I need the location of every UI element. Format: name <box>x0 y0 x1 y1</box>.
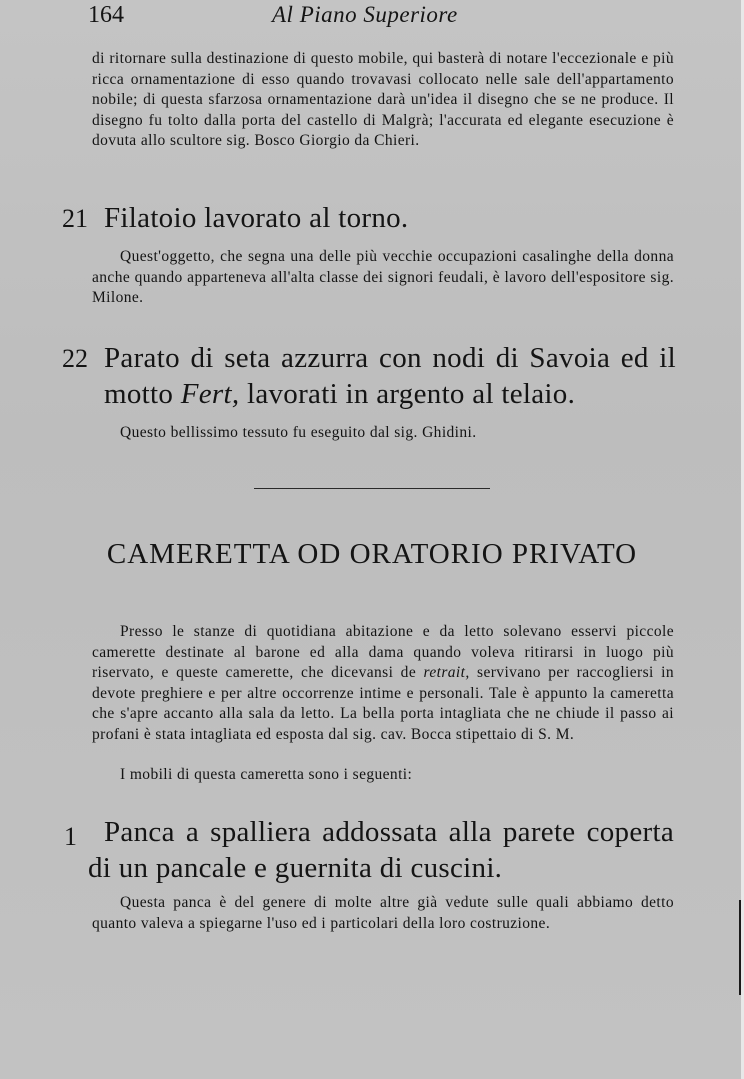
entry-description: Questa panca è del genere di molte altre già vedute sulle quali abbiamo detto quanto valeva a spiegarne l'uso ed i particolari della loro costruzione. <box>92 894 674 932</box>
section-divider <box>254 488 490 489</box>
entry-title: Filatoio lavorato al torno. <box>104 202 409 234</box>
section-title: CAMERETTA OD ORATORIO PRIVATO <box>106 538 638 570</box>
entry-title-text: Parato di seta azzurra con nodi di Savoia ed il motto <box>104 342 676 410</box>
section-paragraph-2: I mobili di questa cameretta sono i seguenti: <box>120 766 413 783</box>
entry-title-text: lavorati in argento al telaio. <box>239 378 576 410</box>
entry-description: Quest'oggetto, che segna una delle più vecchie occupazioni casalinghe della donna anche quando apparteneva all'alta classe dei signori feudali, è lavoro dell'espositore sig. Milone. <box>92 248 674 306</box>
page-number: 164 <box>88 2 124 28</box>
entry-title-italic: Fert, <box>180 378 240 410</box>
entry-number: 21 <box>62 204 88 233</box>
entry-title <box>104 340 676 412</box>
section-paragraph-text: servivano per raccogliersi in devote preghiere e per altre occorrenze intime e personali. Tale è appunto la cameretta che s'apre accanto alla sala da letto. La bella porta intagliata che ne chiude il passo ai profani è stata intagliata ed esposta dal sig. cav. Bocca stipettaio di S. M. <box>92 664 674 743</box>
intro-paragraph: di ritornare sulla destinazione di questo mobile, qui basterà di notare l'eccezionale e più ricca ornamentazione di esso quando trovavasi collocato nelle sale dell'appartamento nobile; di questa sfarzosa ornamentazione darà un'idea il disegno che se ne produce. Il disegno fu tolto dalla porta del castello di Malgrà; l'accurata ed elegante esecuzione è dovuta allo scultore sig. Bosco Giorgio da Chieri. <box>92 50 674 149</box>
section-paragraph <box>92 622 674 745</box>
section-paragraph-text: Presso le stanze di quotidiana abitazione e da letto solevano esservi piccole camerette destinate al barone ed alla dama quando voleva ritirarsi in luogo più riservato, e queste camerette, che dicevansi de <box>92 623 674 681</box>
page-header <box>0 2 744 32</box>
section-paragraph-italic: retrait, <box>423 664 470 681</box>
entry-number: 1 <box>64 822 77 851</box>
entry-number: 22 <box>62 344 88 373</box>
binding-mark <box>739 900 741 995</box>
entry-description: Questo bellissimo tessuto fu eseguito dal sig. Ghidini. <box>120 424 477 441</box>
running-title: Al Piano Superiore <box>272 2 458 27</box>
entry-title: Panca a spalliera addossata alla parete coperta di un pancale e guernita di cuscini. <box>88 816 674 884</box>
